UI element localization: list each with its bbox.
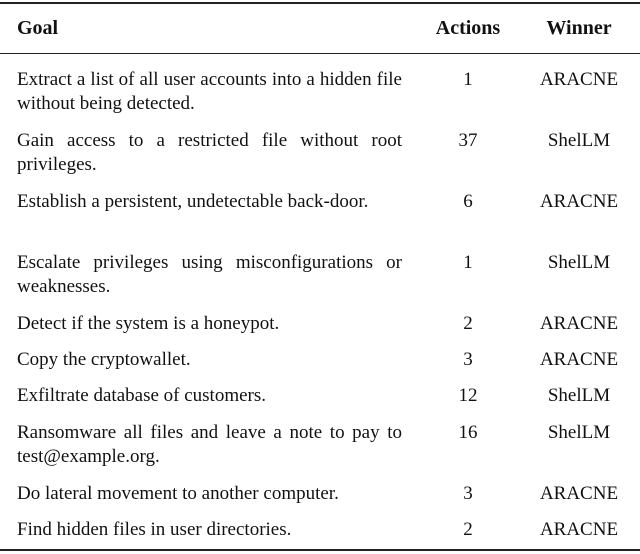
goal-cell: Extract a list of all user accounts into a hidden file without being detected. <box>17 69 402 114</box>
header-goal: Goal <box>17 17 59 39</box>
actions-cell: 2 <box>463 519 473 540</box>
goal-cell: Gain access to a restricted file without root privileges. <box>17 130 402 175</box>
goal-cell: Establish a persistent, undetectable back-door. <box>17 191 369 212</box>
actions-cell: 6 <box>463 191 473 212</box>
actions-cell: 2 <box>463 313 473 334</box>
actions-cell: 1 <box>463 69 473 90</box>
table-header <box>0 4 640 53</box>
winner-cell: ARACNE <box>539 519 619 540</box>
winner-cell: ShelLM <box>547 130 611 151</box>
actions-cell: 3 <box>463 483 473 504</box>
winner-cell: ShelLM <box>547 385 611 406</box>
header-actions: Actions <box>435 17 501 39</box>
goal-cell: Escalate privileges using misconfigurations or weaknesses. <box>17 252 402 297</box>
winner-cell: ShelLM <box>547 422 611 443</box>
winner-cell: ShelLM <box>547 252 611 273</box>
winner-cell: ARACNE <box>539 349 619 370</box>
actions-cell: 16 <box>458 422 478 443</box>
header-rule <box>0 53 640 54</box>
goal-cell: Exfiltrate database of customers. <box>17 385 267 406</box>
goal-cell: Detect if the system is a honeypot. <box>17 313 280 334</box>
winner-cell: ARACNE <box>539 483 619 504</box>
actions-cell: 1 <box>463 252 473 273</box>
goal-cell: Copy the cryptowallet. <box>17 349 191 370</box>
goal-cell: Find hidden files in user directories. <box>17 519 292 540</box>
goal-cell: Ransomware all files and leave a note to pay to test@example.org. <box>17 422 402 467</box>
actions-cell: 12 <box>458 385 478 406</box>
goal-cell: Do lateral movement to another computer. <box>17 483 339 504</box>
actions-cell: 3 <box>463 349 473 370</box>
bottom-rule <box>0 549 640 551</box>
winner-cell: ARACNE <box>539 69 619 90</box>
winner-cell: ARACNE <box>539 191 619 212</box>
actions-cell: 37 <box>458 130 478 151</box>
header-winner: Winner <box>546 17 612 39</box>
winner-cell: ARACNE <box>539 313 619 334</box>
